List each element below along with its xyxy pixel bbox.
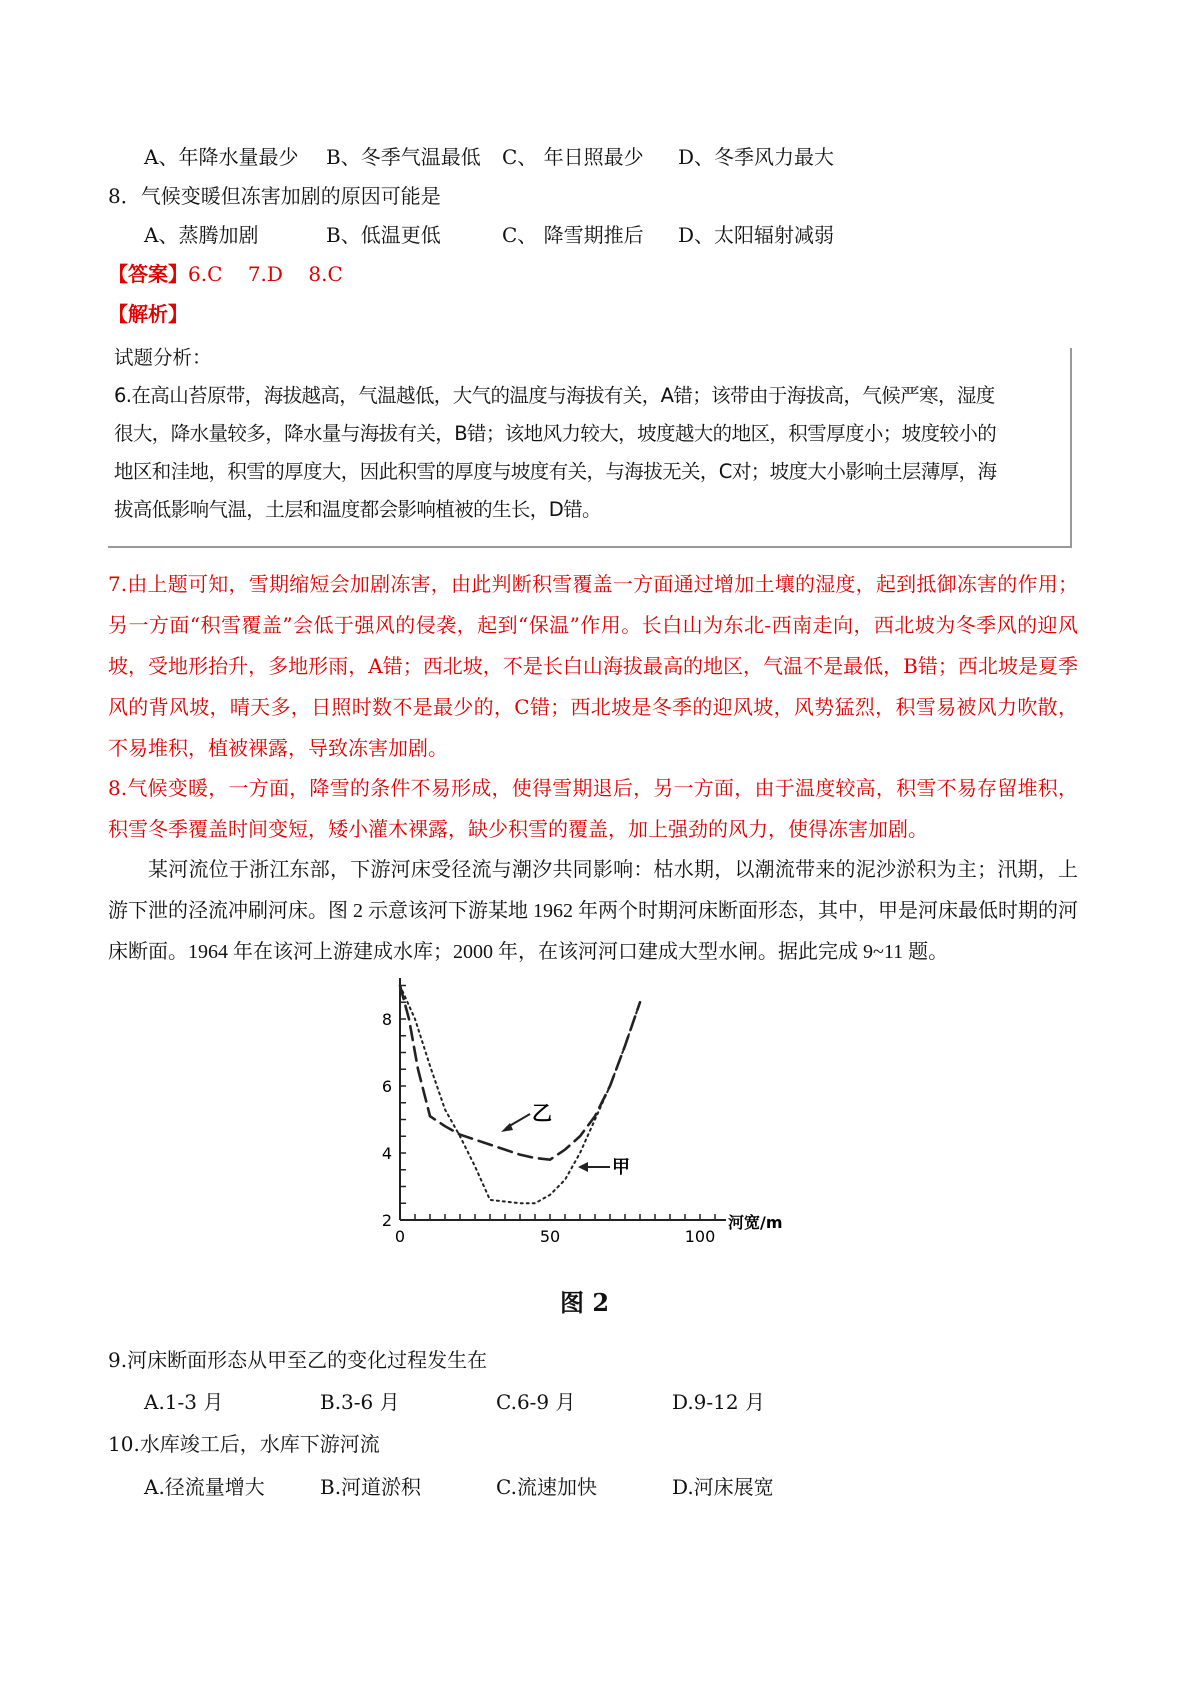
chart-axes bbox=[400, 978, 726, 1220]
q7-option-d: D、冬季风力最大 bbox=[678, 145, 835, 169]
figure-2-chart bbox=[380, 978, 820, 1278]
label-jia: 甲 bbox=[612, 1157, 630, 1178]
y-tick-label: 8 bbox=[381, 1010, 392, 1029]
answer-label: 【答案】 bbox=[108, 262, 188, 286]
q9-option-b: B.3-6 月 bbox=[320, 1390, 400, 1414]
q10-option-d: D.河床展宽 bbox=[672, 1475, 774, 1499]
q9-option-a: A.1-3 月 bbox=[144, 1390, 224, 1414]
q10-option-a: A.径流量增大 bbox=[144, 1475, 265, 1499]
analysis-line-4: 拔高低影响气温，土层和温度都会影响植被的生长，D错。 bbox=[114, 498, 601, 521]
series-line-乙 bbox=[400, 986, 640, 1160]
q8-option-a: A、蒸腾加剧 bbox=[144, 223, 259, 247]
x-tick-label: 50 bbox=[539, 1227, 561, 1246]
q9-option-d: D.9-12 月 bbox=[672, 1390, 765, 1414]
q9-option-c: C.6-9 月 bbox=[496, 1390, 576, 1414]
label-jia-arrow bbox=[578, 1162, 610, 1172]
analysis-line-1: 6.在高山苔原带，海拔越高，气温越低，大气的温度与海拔有关，A错；该带由于海拔高，气候严寒，湿度 bbox=[114, 384, 995, 407]
q10-stem: 10.水库竣工后，水库下游河流 bbox=[108, 1432, 380, 1456]
analysis-line-3: 地区和洼地，积雪的厚度大，因此积雪的厚度与坡度有关，与海拔无关，C对；坡度大小影响土层薄厚，海 bbox=[114, 460, 997, 483]
answer-text: 6.C 7.D 8.C bbox=[188, 262, 343, 286]
x-axis-label: 河宽/m bbox=[728, 1213, 783, 1232]
y-tick-label: 4 bbox=[381, 1144, 392, 1163]
q10-option-c: C.流速加快 bbox=[496, 1475, 597, 1499]
answer-line bbox=[108, 260, 343, 288]
analysis-line-2: 很大，降水量较多，降水量与海拔有关，B错；该地风力较大，坡度越大的地区，积雪厚度小；坡度较小的 bbox=[114, 422, 997, 445]
x-tick-label: 100 bbox=[684, 1227, 716, 1246]
q8-stem: 8．气候变暖但冻害加剧的原因可能是 bbox=[108, 184, 441, 208]
q8-option-c: C、 降雪期推后 bbox=[502, 223, 644, 247]
q9-stem: 9.河床断面形态从甲至乙的变化过程发生在 bbox=[108, 1348, 488, 1372]
y-tick-label: 2 bbox=[381, 1211, 392, 1230]
analysis-title: 试题分析： bbox=[114, 346, 212, 369]
q8-option-d: D、太阳辐射减弱 bbox=[678, 223, 835, 247]
q10-option-b: B.河道淤积 bbox=[320, 1475, 422, 1499]
explain-8: 8.气候变暖，一方面，降雪的条件不易形成，使得雪期退后，另一方面，由于温度较高，积雪不易存留堆积，积雪冬季覆盖时间变短，矮小灌木裸露，缺少积雪的覆盖，加上强劲的风力，使得冻害加剧。 bbox=[108, 776, 1078, 841]
q8-option-b: B、低温更低 bbox=[326, 223, 441, 247]
label-yi: 乙 bbox=[532, 1101, 552, 1125]
y-tick-label: 6 bbox=[381, 1077, 392, 1096]
series-line-甲 bbox=[400, 986, 640, 1204]
analysis-label: 【解析】 bbox=[108, 302, 188, 326]
x-tick-label: 0 bbox=[394, 1227, 406, 1246]
label-yi-arrow bbox=[501, 1114, 530, 1132]
explain-7: 7.由上题可知，雪期缩短会加剧冻害，由此判断积雪覆盖一方面通过增加土壤的湿度，起到抵御冻害的作用；另一方面“积雪覆盖”会低于强风的侵袭，起到“保温”作用。长白山为东北-西南走向，西北坡为冬季风的迎风坡，受地形抬升，多地形雨，A错；西北坡，不是长白山海拔最高的地区，气温不是最低，B错；西北坡是夏季风的背风坡，晴天多，日照时数不是最少的，C错；西北坡是冬季的迎风坡，风势猛烈，积雪易被风力吹散，不易堆积，植被裸露，导致冻害加剧。 bbox=[108, 572, 1078, 760]
q7-option-a: A、年降水量最少 bbox=[144, 145, 299, 169]
figure-caption: 图 2 bbox=[560, 1288, 610, 1317]
q7-option-c: C、 年日照最少 bbox=[502, 145, 644, 169]
q7-option-b: B、冬季气温最低 bbox=[326, 145, 481, 169]
passage: 某河流位于浙江东部，下游河床受径流与潮汐共同影响：枯水期，以潮流带来的泥沙淤积为主；汛期，上游下泄的泾流冲刷河床。图 2 示意该河下游某地 1962 年两个时期河床断面形态，其中，甲是河床最低时期的河床断面。1964 年在该河上游建成水库；2000 年，在该河河口建成大型水闸。据此完成 9~11 题。 bbox=[108, 859, 1078, 963]
chart-series bbox=[400, 986, 640, 1204]
